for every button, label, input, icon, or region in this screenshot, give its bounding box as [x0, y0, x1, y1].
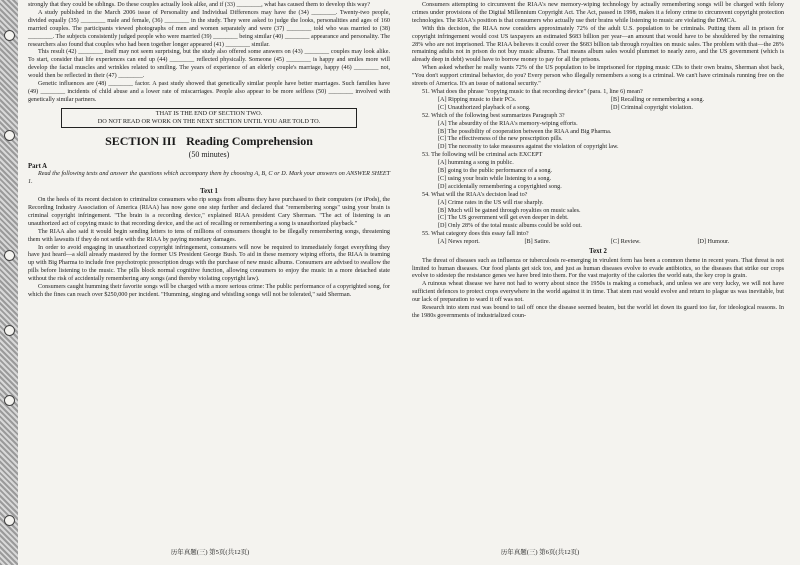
section-title: Reading Comprehension — [186, 133, 313, 148]
question-stem: 54. What will the RIAA's decision lead to? — [422, 191, 528, 198]
binding-strip — [0, 0, 18, 565]
punch-hole — [4, 515, 15, 526]
answer-option[interactable]: [D] Humour. — [697, 239, 730, 246]
page-footer: 历年真题(三) 第5页(共12页) — [170, 549, 250, 556]
passage-paragraph: A ruinous wheat disease we have not had to worry about since the 1950s is making a comeback, and unless we are very lucky, we will not have sufficient defences to protect crops everywhere in the world against it in time. That stem rust would evolve and return to plague us was inevitable, but our lack of preparation to ward it off was not. — [412, 281, 784, 304]
cloze-paragraph: A study published in the March 2006 issue of Personality and Individual Differences may have the (34) ________. Twenty-two people, divided equally (35) ________ male and female, (36) ________ in the study. They were asked to judge the looks, personalities and ages of 160 married couples. The participants viewed photographs of men and women separately and were (37) ________ told who was married to (38) ________. The subjects consistently judged people who were married (39) ________ being similar (40) ________ appearance and personality. The researchers also found that couples who had been together longer appeared (41) ________ similar. — [28, 9, 390, 48]
left-page — [28, 2, 390, 300]
right-page — [412, 2, 784, 321]
question-stem: 55. What category does this essay fall into? — [422, 231, 529, 238]
answer-option[interactable]: [A] humming a song in public. — [438, 160, 514, 167]
page-footer: 历年真题(三) 第6页(共12页) — [500, 549, 580, 556]
answer-option[interactable]: [C] using your brain while listening to a song. — [438, 175, 552, 182]
part-instructions: Read the following texts and answer the questions which accompany them by choosing A, B, C or D. Mark your answers on ANSWER SHEET 1. — [28, 170, 390, 185]
answer-option[interactable]: [B] Much will be gained through royalties on music sales. — [438, 207, 581, 214]
passage-paragraph: On the heels of its recent decision to criminalize consumers who rip songs from albums they have purchased to their computers (or iPods), the Recording Industry Association of America (RIAA) has now gone one step further and declared that "remembering songs" using your brain is criminal copyright infringement. "The brain is a recording device," explained RIAA president Cary Sherman. "The act of listening is an unauthorized act of copying music to that recording device, and the act of recalling or remembering a song is unauthorized playback." — [28, 197, 390, 227]
passage-paragraph: When asked whether he really wants 72% of the US population to be imprisoned for ripping music CDs to their own brains, Sherman shot back, "You don't support criminal behavior, do you? Every person who illegally remembers a song is a criminal. We can't have criminals running free on the streets of America. It's an issue of national security." — [412, 65, 784, 88]
passage-paragraph: The threat of diseases such as influenza or tuberculosis re-emerging in virulent form has been a common theme in recent years. That threat is not limited to human diseases. Our food plants get sick too, and just as human diseases evolve to evade antibiotics, so the diseases that strike our crops evolve to sidestep the resistance genes we have bred into them. For the vast majority of the calories the world eats, the key crop is grain. — [412, 257, 784, 280]
question-stem: 53. The following will be criminal acts EXCEPT — [422, 152, 543, 159]
punch-hole — [4, 130, 15, 141]
end-notice: THAT IS THE END OF SECTION TWO. — [155, 109, 263, 117]
answer-option[interactable]: [B] going to the public performance of a song. — [438, 168, 553, 175]
punch-hole — [4, 250, 15, 261]
passage-paragraph: In order to avoid engaging in unauthorized copyright infringement, consumers will now be required to immediately forget everything they have just heard—a skill already mastered by the former US President George Bush. To aid in these memory wiping efforts, the RIAA is teaming up with Big Pharma to include free psychotropic prescription drugs with the purchase of new music albums. Consumers are advised to swallow the pills before listening to the music. The pills block normal cognitive function, allowing consumers to enjoy the music in a more detached state without the risk of accidentally remembering any songs (and thereby violating copyright law). — [28, 244, 390, 283]
passage-paragraph: With this decision, the RIAA now considers approximately 72% of the adult U.S. population to be criminals. Putting them all in prison for copyright infringement would cost US taxpayers an estimated $683 billion per year—an amount that would have to be shouldered by the remaining 28% who are not imprisoned. The RIAA believes it could cover the $683 billion tab through royalties on music sales. The problem with that—the 28% remaining adults not in prison do not buy music albums. That means album sales would plummet to nearly zero, and the US government (which is already deep in debt) would have to borrow money to pay for all the prisons. — [412, 25, 784, 64]
answer-option[interactable]: [A] Ripping music to their PCs. — [438, 96, 517, 103]
answer-options — [412, 121, 784, 153]
answer-option[interactable]: [A] News report. — [438, 239, 480, 246]
answer-option[interactable]: [C] The US government will get even deeper in debt. — [438, 215, 569, 222]
section-heading — [28, 134, 390, 149]
passage-paragraph: Consumers caught humming their favorite songs will be charged with a more serious crime: The public performance of a copyrighted song, for which the fines can reach over $250,000 per incident. "Humming, singing and whistling songs will not be tolerated," said Sherman. — [28, 284, 390, 298]
passage-paragraph: Consumers attempting to circumvent the RIAA's new memory-wiping technology by actually remembering songs will be charged with felony crimes under provisions of the Digital Millennium Copyright Act. The Act, passed in 1998, makes it a felony crime to circumvent copyright protection technologies. The RIAA's position is that consumers who actually use their brains while listening to music are violating the DMCA. — [412, 2, 784, 24]
end-of-section-box — [61, 108, 357, 128]
punch-hole — [4, 30, 15, 41]
answer-option[interactable]: [D] The necessity to take measures against the violation of copyright law. — [438, 144, 619, 151]
answer-option[interactable]: [C] Unauthorized playback of a song. — [438, 104, 531, 111]
answer-option[interactable]: [D] accidentally remembering a copyrighted song. — [438, 183, 562, 190]
section-duration: (50 minutes) — [188, 149, 230, 159]
cloze-paragraph: strongly that they could be siblings. Do these couples actually look alike, and if (33) ________, what has caused them to develop this way? — [28, 2, 371, 8]
answer-option[interactable]: [B] Recalling or remembering a song. — [611, 96, 705, 103]
answer-option[interactable]: [B] The possibility of cooperation between the RIAA and Big Pharma. — [438, 128, 612, 135]
answer-option[interactable]: [C] The effectiveness of the new prescription pills. — [438, 136, 563, 143]
answer-option[interactable]: [A] Crime rates in the US will rise sharply. — [438, 199, 544, 206]
answer-options — [412, 239, 784, 247]
punch-hole — [4, 395, 15, 406]
text-title: Text 2 — [589, 248, 607, 256]
text-title: Text 1 — [200, 187, 218, 195]
punch-hole — [4, 325, 15, 336]
cloze-paragraph: This result (42) ________ itself may not seem surprising, but the study also offered some answers on (43) ________ couples may look alike. To start, consider that life experiences can end up (44) ________ reflected physically. Someone (45) ________ is happy and smiles more will develop the facial muscles and wrinkles related to smiling. The years of experience of an elderly couple's marriage, happy (46) ________ not, would then be reflected in their (47) ________. — [28, 49, 390, 80]
answer-options — [412, 160, 784, 192]
answer-option[interactable]: [B] Satire. — [524, 239, 551, 246]
part-heading: Part A — [28, 162, 48, 170]
answer-option[interactable]: [A] The absurdity of the RIAA's memory-wiping efforts. — [438, 120, 578, 127]
answer-options — [412, 200, 784, 232]
section-number: SECTION III — [105, 133, 177, 148]
answer-option[interactable]: [D] Only 28% of the total music albums could be sold out. — [438, 223, 582, 230]
question-stem: 52. Which of the following best summarizes Paragraph 3? — [422, 112, 565, 119]
cloze-paragraph: Genetic influences are (48) ________ factor. A past study showed that genetically similar people have better marriages. Such families have (49) ________ incidents of child abuse and a lower rate of miscarriages. People also appear to be more selfless (50) ________ involved with genetically similar partners. — [28, 81, 390, 103]
passage-paragraph: Research into stem rust was bound to tail off once the disease seemed beaten, but the world let down its guard too far, for ideological reasons. In the 1980s governments of industrialized coun- — [412, 305, 784, 319]
end-instruction: DO NOT READ OR WORK ON THE NEXT SECTION UNTIL YOU ARE TOLD TO. — [97, 117, 321, 125]
answer-option[interactable]: [D] Criminal copyright violation. — [611, 104, 693, 111]
passage-paragraph: The RIAA also said it would begin sending letters to tens of millions of consumers thought to be illegally remembering songs, threatening them with lawsuits if they do not settle with the RIAA by paying monetary damages. — [28, 228, 390, 243]
answer-option[interactable]: [C] Review. — [611, 239, 641, 246]
answer-options — [412, 97, 784, 113]
question-stem: 51. What does the phrase "copying music to that recording device" (para. 1, line 6) mean? — [422, 88, 643, 95]
